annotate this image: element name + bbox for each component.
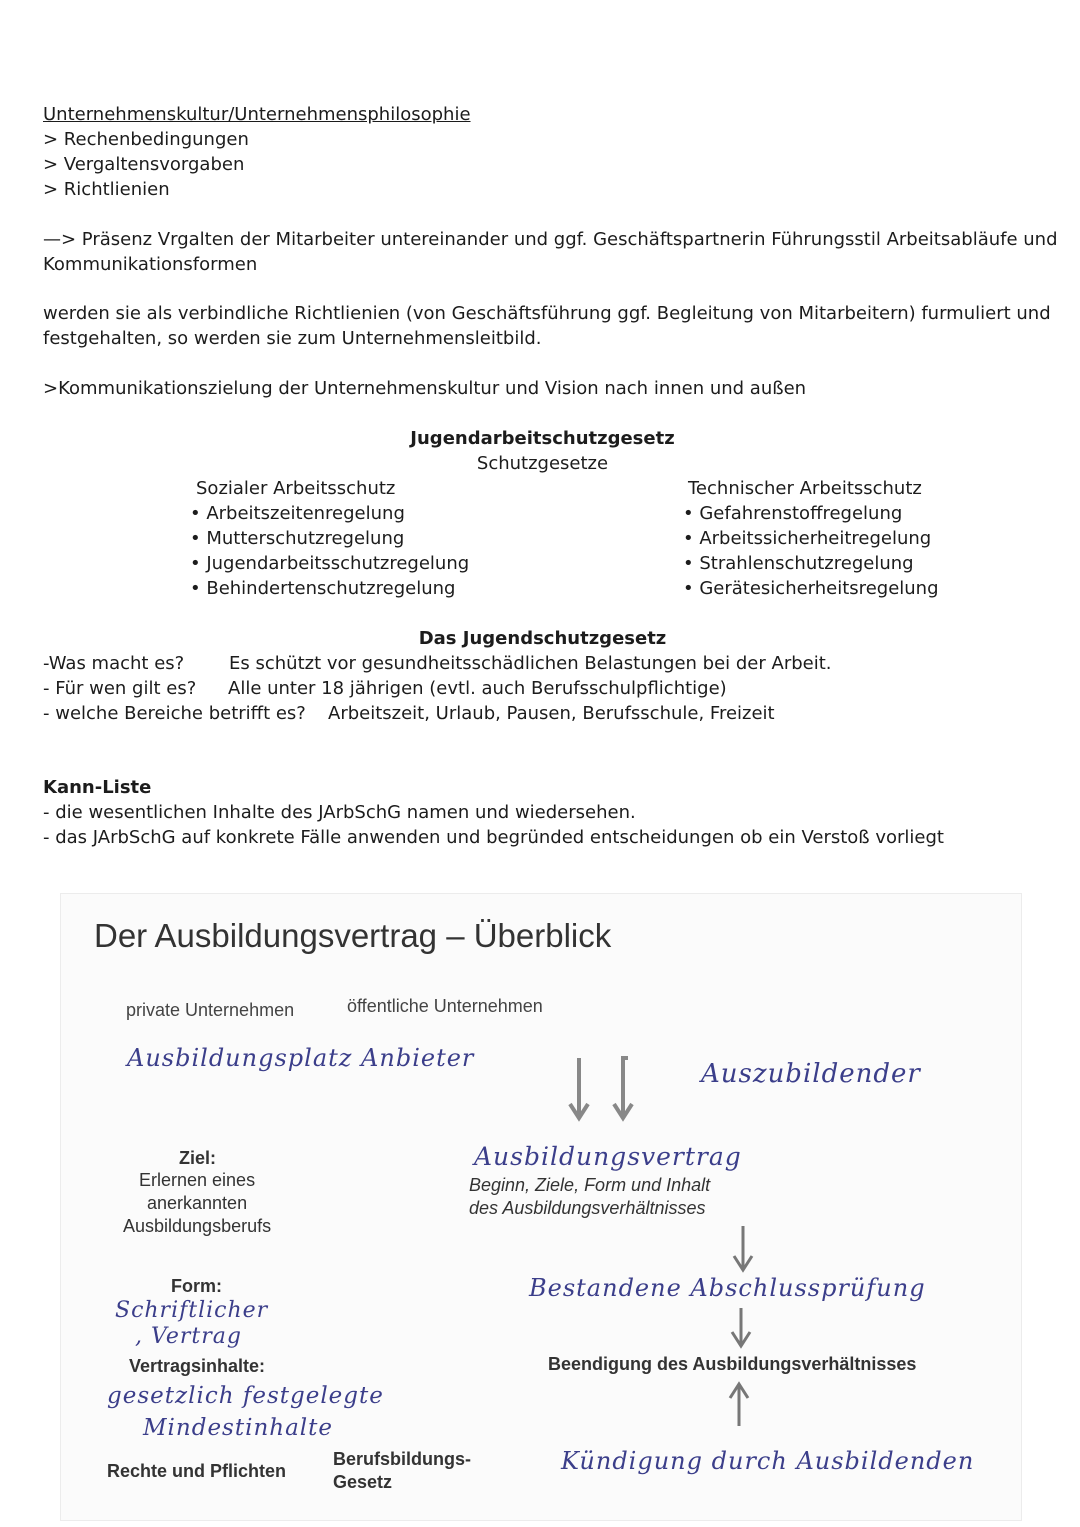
culture-paragraph-3: >Kommunikationszielung der Unternehmenskultur und Vision nach innen und außen <box>43 378 807 399</box>
technical-protection-item: • Arbeitssicherheitregelung <box>683 528 932 549</box>
contract-description: des Ausbildungsverhältnisses <box>469 1198 706 1218</box>
culture-item: > Richtlienien <box>43 179 170 200</box>
culture-paragraph-1: —> Präsenz Vrgalten der Mitarbeiter untereinander und ggf. Geschäftspartnerin Führungsstil Arbeitsabläufe und <box>43 229 1058 250</box>
technical-protection-title: Technischer Arbeitsschutz <box>688 478 922 499</box>
handwritten-provider: Ausbildungsplatz Anbieter <box>127 1044 475 1072</box>
bbig-label: Berufsbildungs- <box>333 1449 471 1469</box>
arrow-up-icon <box>727 1380 751 1430</box>
technical-protection-item: • Strahlenschutzregelung <box>683 553 914 574</box>
handwritten-form: Schriftlicher <box>115 1298 269 1323</box>
goal-text-line: Erlernen eines <box>139 1170 256 1190</box>
goal-label: Ziel: <box>179 1148 217 1168</box>
form-label: Form: <box>171 1276 222 1296</box>
arrow-down-icon <box>729 1306 753 1350</box>
arrow-down-icon <box>566 1054 636 1134</box>
termination-label: Beendigung des Ausbildungsverhältnisses <box>548 1354 917 1374</box>
handwritten-form: , Vertrag <box>135 1324 242 1349</box>
youth-law-answer: Alle unter 18 jährigen (evtl. auch Berufsschulpflichtige) <box>228 678 727 699</box>
social-protection-title: Sozialer Arbeitsschutz <box>196 478 396 499</box>
protection-title: Jugendarbeitschutzgesetz <box>410 428 675 449</box>
handwritten-contract: Ausbildungsvertrag <box>474 1142 742 1171</box>
youth-law-question: - Für wen gilt es? <box>43 678 197 699</box>
training-contract-scan <box>60 893 1022 1521</box>
handwritten-trainee: Auszubildender <box>701 1059 921 1089</box>
goal-text-line: anerkannten <box>147 1193 248 1213</box>
culture-paragraph-1-cont: Kommunikationsformen <box>43 254 258 275</box>
kann-liste-item: - das JArbSchG auf konkrete Fälle anwenden und begründed entscheidungen ob ein Verstoß vorliegt <box>43 827 944 848</box>
goal-text-line: Ausbildungsberufs <box>123 1216 272 1236</box>
rights-duties-label: Rechte und Pflichten <box>107 1461 287 1481</box>
kann-liste-title: Kann-Liste <box>43 777 152 798</box>
social-protection-item: • Arbeitszeitenregelung <box>190 503 405 524</box>
handwritten-contents: Mindestinhalte <box>143 1415 334 1441</box>
social-protection-item: • Jugendarbeitsschutzregelung <box>190 553 470 574</box>
social-protection-item: • Mutterschutzregelung <box>190 528 405 549</box>
social-protection-item: • Behindertenschutzregelung <box>190 578 456 599</box>
youth-law-question: -Was macht es? <box>43 653 185 674</box>
culture-paragraph-2-cont: festgehalten, so werden sie zum Unternehmensleitbild. <box>43 328 542 349</box>
handwritten-termination: Kündigung durch Ausbildenden <box>561 1447 975 1475</box>
youth-law-answer: Arbeitszeit, Urlaub, Pausen, Berufsschule, Freizeit <box>328 703 775 724</box>
public-companies-label: öffentliche Unternehmen <box>347 996 543 1016</box>
technical-protection-item: • Gerätesicherheitsregelung <box>683 578 939 599</box>
kann-liste-item: - die wesentlichen Inhalte des JArbSchG namen und wiedersehen. <box>43 802 636 823</box>
contract-description: Beginn, Ziele, Form und Inhalt <box>469 1175 711 1195</box>
scan-title: Der Ausbildungsvertrag – Überblick <box>94 917 612 954</box>
handwritten-exam: Bestandene Abschlussprüfung <box>529 1274 926 1302</box>
culture-item: > Rechenbedingungen <box>43 129 249 150</box>
arrow-down-icon <box>731 1224 755 1274</box>
culture-item: > Vergaltensvorgaben <box>43 154 245 175</box>
culture-heading: Unternehmenskultur/Unternehmensphilosophie <box>43 104 471 125</box>
youth-law-title: Das Jugendschutzgesetz <box>418 628 667 649</box>
contract-contents-label: Vertragsinhalte: <box>129 1356 266 1376</box>
youth-law-answer: Es schützt vor gesundheitsschädlichen Belastungen bei der Arbeit. <box>229 653 832 674</box>
protection-subtitle: Schutzgesetze <box>476 453 609 474</box>
technical-protection-item: • Gefahrenstoffregelung <box>683 503 903 524</box>
youth-law-question: - welche Bereiche betrifft es? <box>43 703 306 724</box>
private-companies-label: private Unternehmen <box>126 1000 295 1020</box>
bbig-label: Gesetz <box>333 1472 393 1492</box>
handwritten-contents: gesetzlich festgelegte <box>107 1383 384 1409</box>
culture-paragraph-2: werden sie als verbindliche Richtlienien (von Geschäftsführung ggf. Begleitung von Mitarbeitern) furmuliert und <box>43 303 1051 324</box>
